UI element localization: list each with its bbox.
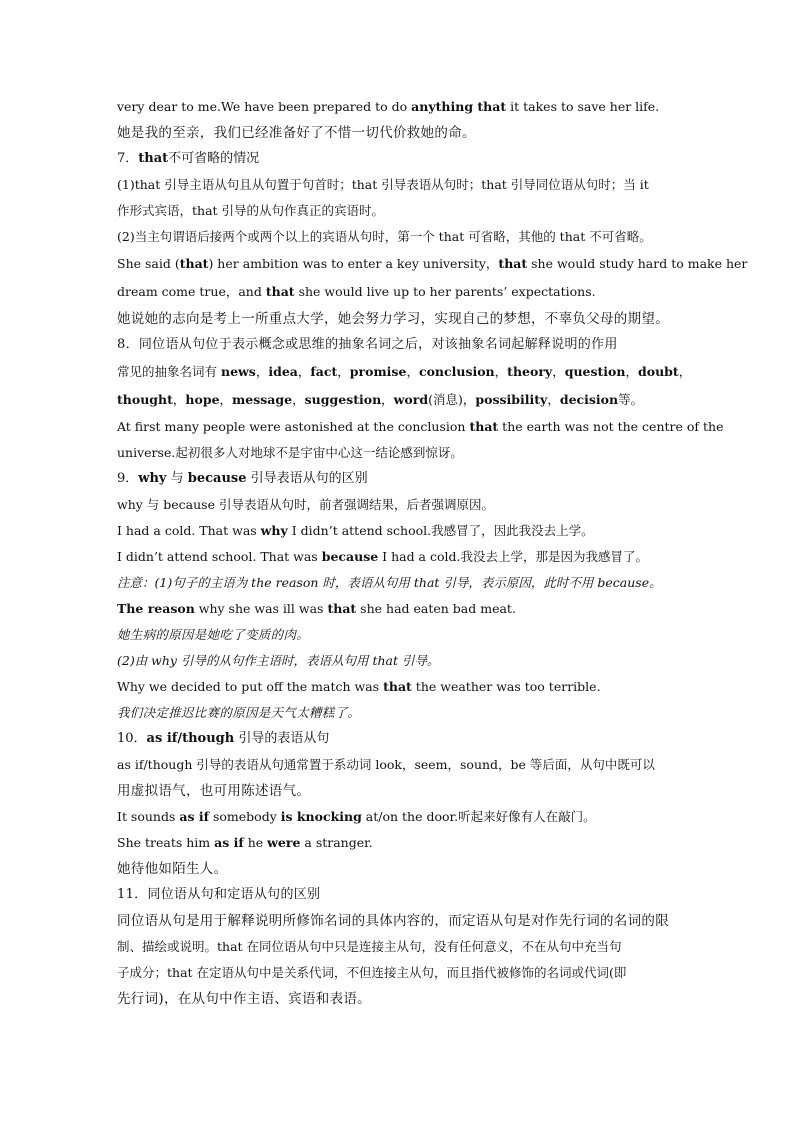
text-line xyxy=(117,570,677,596)
text-run: he xyxy=(243,835,268,850)
text-line xyxy=(117,700,677,726)
text-run: She treats him xyxy=(117,835,215,850)
text-run: universe.起初很多人对地球不是宇宙中心这一结论感到惊讶。 xyxy=(117,445,463,460)
text-run: ， xyxy=(494,364,508,379)
text-run: It sounds xyxy=(117,809,180,824)
text-run: ， xyxy=(625,364,638,379)
bold-keyword: word xyxy=(393,392,429,407)
bold-keyword: thought xyxy=(117,392,173,407)
text-run: I had a cold. That was xyxy=(117,523,261,538)
bold-keyword: hope xyxy=(185,392,220,407)
text-run: 她是我的至亲，我们已经准备好了不惜一切代价救她的命。 xyxy=(117,125,476,141)
text-run: why 与 because 引导表语从句时，前者强调结果，后者强调原因。 xyxy=(117,497,494,512)
text-run: ) her ambition was to enter a key university， xyxy=(208,256,499,271)
text-run: (2)当主句谓语后接两个或两个以上的宾语从句时，第一个 that 可省略，其他的 that 不可省略。 xyxy=(117,229,652,244)
text-run: ， xyxy=(219,392,233,407)
text-run: ， xyxy=(297,364,311,379)
text-line xyxy=(117,986,677,1012)
bold-keyword: that xyxy=(138,151,169,166)
text-run: ， xyxy=(255,364,269,379)
bold-keyword: The reason xyxy=(117,601,195,616)
text-line xyxy=(117,492,677,518)
section-heading xyxy=(117,726,677,752)
text-run: ， xyxy=(678,364,692,379)
text-run: She said ( xyxy=(117,256,180,271)
text-run: ， xyxy=(172,392,186,407)
text-run: 7． xyxy=(117,151,139,166)
bold-keyword: idea xyxy=(268,364,298,379)
bold-keyword: news xyxy=(220,364,256,379)
text-run: 9． xyxy=(117,471,139,486)
text-run: (消息)， xyxy=(428,392,476,407)
text-line xyxy=(117,120,677,146)
bold-keyword: doubt xyxy=(638,364,679,379)
text-run: 制、描绘或说明。that 在同位语从句中只是连接主从句，没有任何意义，不在从句中充当句 xyxy=(117,939,622,954)
section-heading xyxy=(117,466,677,492)
text-run: 子成分；that 在定语从句中是关系代词，不但连接主从句，而且指代被修饰的名词或代词(即 xyxy=(117,965,627,980)
text-line xyxy=(117,224,677,250)
text-run: ， xyxy=(381,392,394,407)
text-line xyxy=(117,518,677,544)
text-run: ， xyxy=(292,392,305,407)
text-run: 8．同位语从句位于表示概念或思维的抽象名词之后，对该抽象名词起解释说明的作用 xyxy=(117,337,618,352)
text-line xyxy=(117,306,677,332)
bold-keyword: were xyxy=(267,835,301,850)
text-run: 引导的表语从句 xyxy=(234,731,330,746)
text-line xyxy=(117,172,677,198)
text-run: 与 xyxy=(166,471,188,486)
text-run: she would study hard to make her xyxy=(527,256,748,271)
text-run: I had a cold.我没去上学，那是因为我感冒了。 xyxy=(378,549,648,564)
text-run: a stranger. xyxy=(300,835,373,850)
text-run: 用虚拟语气，也可用陈述语气。 xyxy=(117,783,311,799)
text-line xyxy=(117,908,677,934)
bold-keyword: because xyxy=(187,471,247,486)
bold-keyword: possibility xyxy=(475,392,548,407)
text-line xyxy=(117,622,677,648)
text-run: 11．同位语从句和定语从句的区别 xyxy=(117,887,321,902)
text-run: ， xyxy=(547,392,560,407)
document-body xyxy=(117,94,748,1012)
text-run: (2)由 why 引导的从句作主语时，表语从句用 that 引导。 xyxy=(117,653,440,668)
section-heading xyxy=(117,332,677,358)
text-run: very dear to me.We have been prepared to do xyxy=(117,99,412,114)
text-run: ， xyxy=(406,364,419,379)
text-run: Why we decided to put off the match was xyxy=(117,679,384,694)
text-run: dream come true，and xyxy=(117,284,266,299)
text-line xyxy=(117,648,677,674)
bold-keyword: as if xyxy=(214,835,244,850)
bold-keyword: anything that xyxy=(411,99,507,114)
text-run: the earth was not the centre of the xyxy=(498,419,724,434)
text-line xyxy=(117,386,677,414)
text-line xyxy=(117,358,692,386)
text-line xyxy=(117,934,677,960)
bold-keyword: as if/though xyxy=(146,731,235,746)
text-run: it takes to save her life. xyxy=(506,99,660,114)
text-line xyxy=(117,960,677,986)
text-line xyxy=(117,250,748,278)
text-run: 先行词)，在从句中作主语、宾语和表语。 xyxy=(117,991,371,1007)
bold-keyword: decision xyxy=(559,392,619,407)
text-run: ， xyxy=(552,364,565,379)
text-run: 等。 xyxy=(618,392,644,407)
text-line xyxy=(117,94,677,120)
text-line xyxy=(117,804,677,830)
bold-keyword: that xyxy=(327,601,357,616)
text-run: the weather was too terrible. xyxy=(411,679,601,694)
text-run: (1)that 引导主语从句且从句置于句首时；that 引导表语从句时；that 引导同位语从句时；当 it xyxy=(117,177,649,192)
text-run: she had eaten bad meat. xyxy=(356,601,516,616)
text-run: 注意：(1)句子的主语为 the reason 时，表语从句用 that 引导，表示原因，此时不用 because。 xyxy=(117,575,662,590)
bold-keyword: theory xyxy=(507,364,553,379)
text-line xyxy=(117,778,677,804)
text-run: 她说她的志向是考上一所重点大学，她会努力学习，实现自己的梦想，不辜负父母的期望。 xyxy=(117,311,669,327)
text-line xyxy=(117,440,677,466)
text-line xyxy=(117,414,724,440)
text-run: 同位语从句是用于解释说明所修饰名词的具体内容的，而定语从句是对作先行词的名词的限 xyxy=(117,913,669,929)
text-line xyxy=(117,856,677,882)
text-run: 她待他如陌生人。 xyxy=(117,861,228,877)
text-run: she would live up to her parents’ expectations. xyxy=(294,284,596,299)
text-line xyxy=(117,830,677,856)
text-line xyxy=(117,278,677,306)
text-run: 10． xyxy=(117,731,147,746)
bold-keyword: message xyxy=(232,392,293,407)
bold-keyword: conclusion xyxy=(418,364,495,379)
bold-keyword: why xyxy=(138,471,167,486)
text-line xyxy=(117,752,677,778)
bold-keyword: that xyxy=(265,284,295,299)
text-run: I didn’t attend school.我感冒了，因此我没去上学。 xyxy=(287,523,594,538)
text-line xyxy=(117,596,677,622)
text-line xyxy=(117,198,677,224)
bold-keyword: because xyxy=(321,549,379,564)
text-run: At first many people were astonished at the conclusion xyxy=(117,419,470,434)
text-line xyxy=(117,674,677,700)
text-run: ， xyxy=(337,364,350,379)
text-line xyxy=(117,544,677,570)
section-heading xyxy=(117,146,677,172)
text-run: somebody xyxy=(209,809,281,824)
text-run: 不可省略的情况 xyxy=(168,151,260,166)
bold-keyword: that xyxy=(498,256,528,271)
text-run: 引导表语从句的区别 xyxy=(246,471,368,486)
bold-keyword: that xyxy=(469,419,499,434)
bold-keyword: that xyxy=(383,679,412,694)
bold-keyword: as if xyxy=(179,809,209,824)
text-run: as if/though 引导的表语从句通常置于系动词 look，seem，sound，be 等后面，从句中既可以 xyxy=(117,757,655,772)
text-run: 我们决定推迟比赛的原因是天气太糟糕了。 xyxy=(117,705,361,720)
text-run: I didn’t attend school. That was xyxy=(117,549,322,564)
bold-keyword: question xyxy=(564,364,626,379)
text-run: why she was ill was xyxy=(194,601,328,616)
bold-keyword: is knocking xyxy=(280,809,362,824)
bold-keyword: why xyxy=(260,523,288,538)
bold-keyword: fact xyxy=(310,364,338,379)
bold-keyword: promise xyxy=(349,364,407,379)
bold-keyword: that xyxy=(179,256,209,271)
text-run: 常见的抽象名词有 xyxy=(117,364,221,379)
text-run: 她生病的原因是她吃了变质的肉。 xyxy=(117,627,310,642)
text-run: 作形式宾语，that 引导的从句作真正的宾语时。 xyxy=(117,203,385,218)
bold-keyword: suggestion xyxy=(304,392,382,407)
text-run: at/on the door.听起来好像有人在敲门。 xyxy=(361,809,596,824)
section-heading xyxy=(117,882,677,908)
